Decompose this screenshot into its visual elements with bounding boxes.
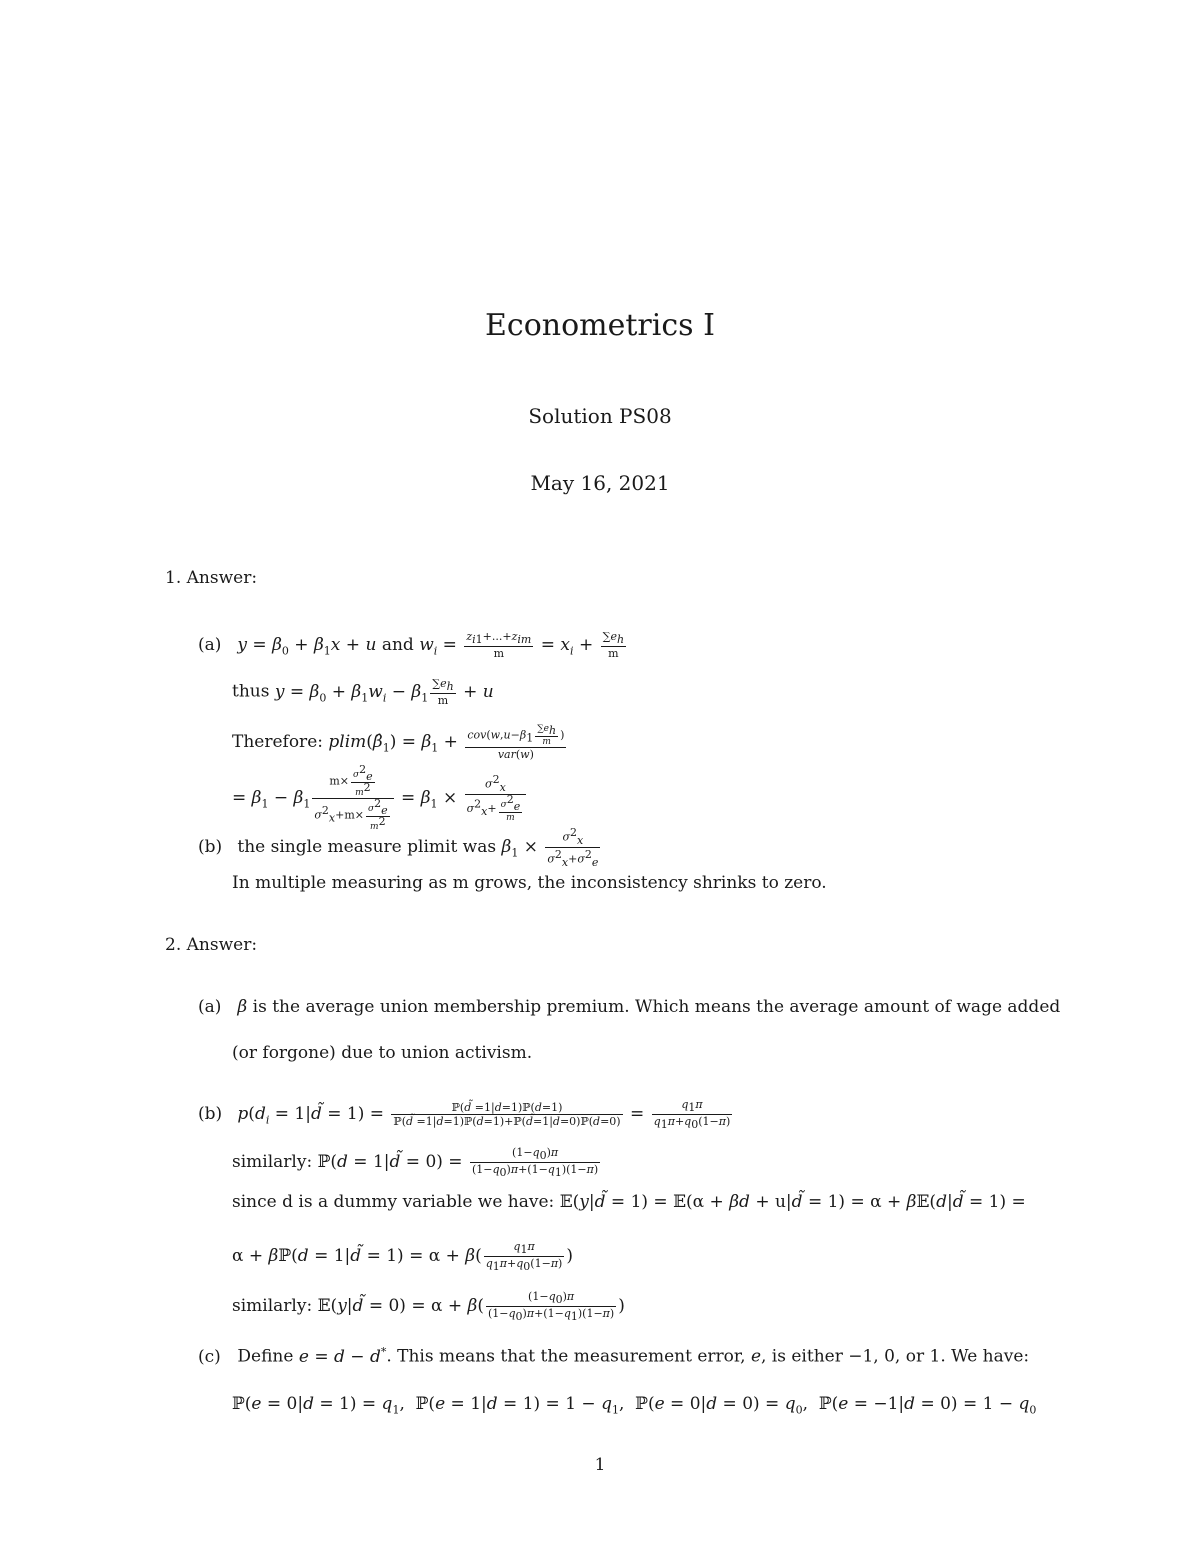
q2b-similarly2-equation: 𝔼(y|d̃ = 0) = α + β( $\frac{(1-q_0)\pi}{(1-q_0)\pi+(1-q_1)(1-\pi)}$ ) xyxy=(317,1290,625,1324)
q1b-text: the single measure plimit was xyxy=(237,836,497,857)
q2b-expectation-equation: α + βℙ(d = 1|d̃ = 1) = α + β( $\frac{q_1\pi}{q_1\pi+q_0(1-\pi)}$ ) xyxy=(232,1240,573,1274)
q2c-text: . This means that the measurement error, xyxy=(386,1346,746,1367)
paper-subtitle: Solution PS08 xyxy=(528,404,672,428)
q2b-label: (b) xyxy=(198,1104,223,1125)
paper-date: May 16, 2021 xyxy=(530,471,670,495)
q1a-and: and xyxy=(381,634,414,655)
q2c-define-equation: e = d − d* xyxy=(298,1345,387,1367)
q1a-line xyxy=(198,630,628,660)
q1a-equation: $y = \beta_0 + \beta_1x + u$ and $w_i$ = $\frac{z_{i1}+...+z_{im}}{m}$ = $x_i$ + $\frac{\sum e_h}{m}$ xyxy=(237,630,625,661)
q2b-similarly2-line xyxy=(232,1290,625,1323)
q2-answer-label: Answer: xyxy=(186,935,258,955)
q2b-expectation-line xyxy=(232,1240,573,1273)
q1a-thus: thus xyxy=(232,681,270,702)
q2a-line: (a) β is the average union membership premium. Which means the average amount of wage added xyxy=(198,997,1061,1017)
q1a-plim-equation: $plim(\betâ_1) = \beta_1$ + $cov(w,u-\beta_1$ $\frac{\sum e_h}{m}$ ) var(w) xyxy=(328,723,565,761)
q2b-since: since d is a dummy variable we have: xyxy=(232,1192,555,1212)
q2b-similarly-2: similarly: xyxy=(232,1296,313,1317)
q1a-thus-equation: $y = \beta_0 + \beta_1w_i - \beta_1$ $\frac{\sum e_h}{m}$ + u xyxy=(274,677,494,708)
q2c-probabilities xyxy=(232,1394,1036,1416)
q1b-label: (b) xyxy=(198,836,223,857)
q1-number: 1. xyxy=(165,568,182,588)
q2c-define: Define xyxy=(237,1346,294,1367)
q1-answer-label: Answer: xyxy=(186,568,258,588)
q1b-equation: $\beta_1$ × $\frac{\sigma^2_x}{\sigma^2_x+\sigma^2_e}$ xyxy=(501,826,599,869)
q2-heading xyxy=(165,935,257,955)
q1b-line xyxy=(198,826,602,869)
q2b-similarly-line xyxy=(232,1146,602,1179)
q2b-similarly-equation: ℙ(d = 1|d̃ = 0) = $\frac{(1-q_0)\pi}{(1-q_0)\pi+(1-q_1)(1-\pi)}$ xyxy=(317,1146,599,1180)
paper-title: Econometrics I xyxy=(485,308,715,343)
q2a-text-1: is the average union membership premium. Which means the average amount of wage added xyxy=(252,997,1061,1017)
q1a-therefore: Therefore: xyxy=(232,731,323,752)
q1a-therefore-line xyxy=(232,724,568,761)
q1a-label: (a) xyxy=(198,634,222,655)
q1a-result-line xyxy=(232,765,528,832)
q1-heading xyxy=(165,568,257,588)
q2c-probabilities-equation: ℙ(e = $0|d = 1) = q_1$, ℙ(e = $1|d = 1) = 1 - q_1$, ℙ(e = $0|d = 0) = q_0$, ℙ(e = $-1|d = 0) = 1 - q_0$ xyxy=(232,1394,1037,1417)
q2c-text-2: , is either −1, 0, or 1. We have: xyxy=(761,1346,1030,1367)
q2b-similarly: similarly: xyxy=(232,1152,313,1173)
q2a-text-2: (or forgone) due to union activism. xyxy=(232,1043,533,1063)
q2a-label: (a) xyxy=(198,997,222,1017)
q2-number: 2. xyxy=(165,935,182,955)
q2b-since-line xyxy=(232,1192,1026,1212)
q2b-since-equation: 𝔼(y|d̃ = 1) = 𝔼(α + βd + u|d̃ = 1) = α + β𝔼(d|d̃ = 1) = xyxy=(559,1192,1026,1212)
q2b-equation: $p(d_i$ = 1|d̃ = 1) = $\frac{\text{ℙ(d̃ =1|d=1)ℙ(d=1)}}{\text{ℙ(d̃ =1|d=1)ℙ(d=1)+ℙ(d̃=1|d=0)ℙ(d=0)}}$ = $\frac{q_1\pi}{q_1\pi+q_0(1-\pi)}$ xyxy=(237,1098,731,1132)
q1a-result-equation: = $\beta_1 - \beta_1$ m× $\frac{\sigma^2_e}{m^2}$ $\sigma^2_x+m\times$ $\frac{\sigma^2_e}{m^2}$ = $\beta_1$ × $\sigma^2_x$ $\sigma^2_x+$ $\frac{\sigma^2_e}{m}$ xyxy=(232,788,528,808)
q1a-thus-line xyxy=(232,677,494,707)
q2c-line: (c) Define e = d − d*. This means that the measurement error, e, is either −1, 0, or 1. We have: xyxy=(198,1345,1030,1367)
q1b-note: In multiple measuring as m grows, the inconsistency shrinks to zero. xyxy=(232,873,827,893)
page-number: 1 xyxy=(594,1455,606,1475)
q2c-label: (c) xyxy=(198,1346,221,1367)
q2b-line xyxy=(198,1098,734,1131)
